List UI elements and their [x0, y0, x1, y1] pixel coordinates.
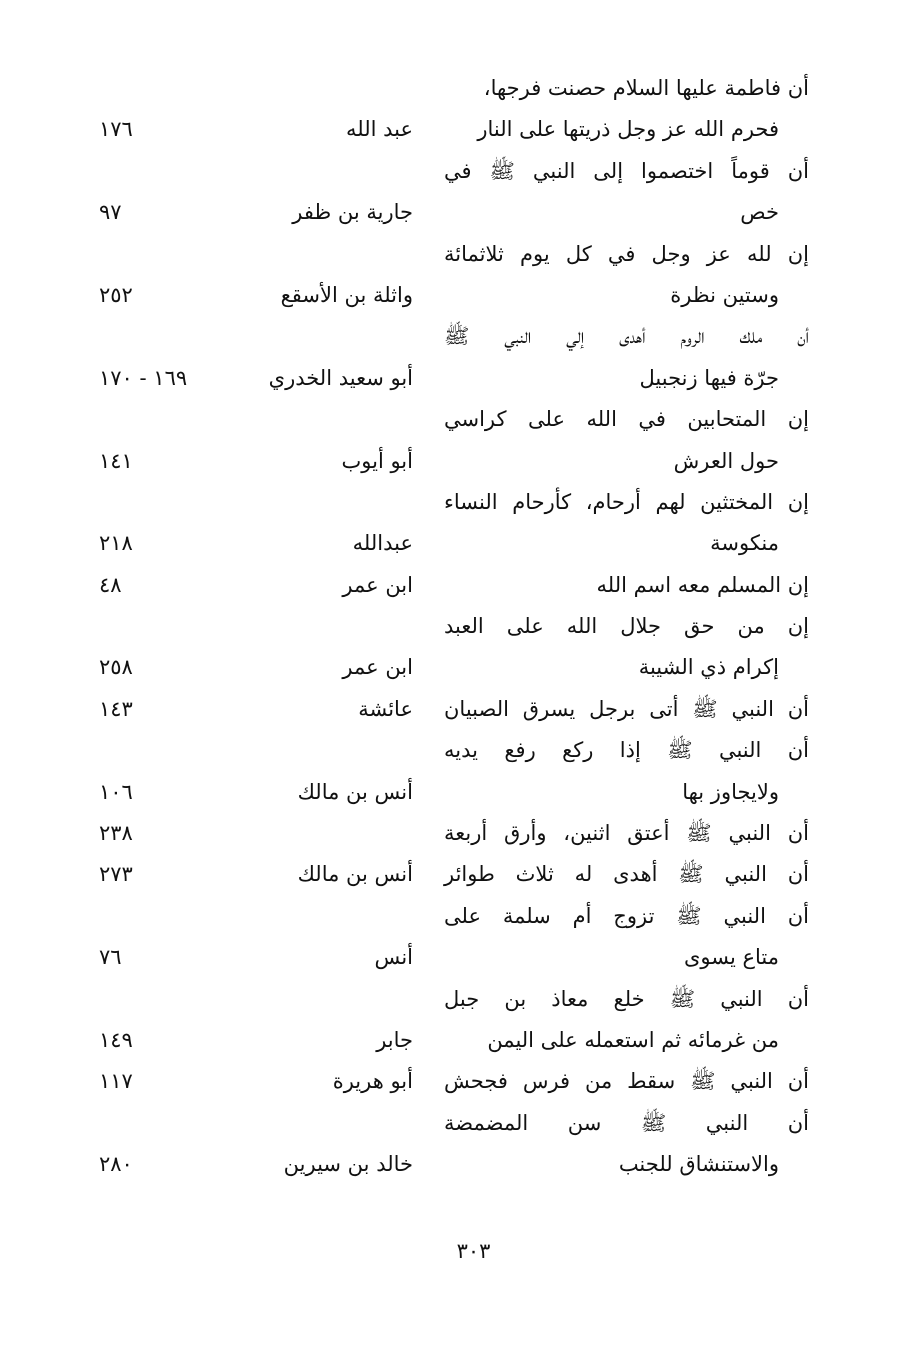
narrator: أبو أيوب	[341, 448, 413, 473]
hadith-text: أن ملك الروم أهدى إلي النبي ﷺ	[444, 324, 809, 349]
index-row	[99, 441, 809, 482]
hadith-text: أن النبي ﷺ أتى برجل يسرق الصبيان	[444, 696, 809, 721]
hadith-text: أن النبي ﷺ أهدى له ثلاث طوائر	[444, 862, 809, 887]
index-row	[99, 854, 809, 895]
page-reference: ٢٥٢	[99, 282, 133, 307]
page-reference: ١٤١	[99, 448, 133, 473]
index-row	[99, 565, 809, 606]
hadith-text: أن فاطمة عليها السلام حصنت فرجها،	[483, 76, 809, 100]
narrator: عبد الله	[345, 117, 413, 142]
index-row	[99, 109, 809, 150]
hadith-text: إن من حق جلال الله على العبد	[444, 614, 809, 639]
page-reference: ١٤٩	[99, 1027, 133, 1052]
index-row	[99, 316, 809, 357]
index-row	[99, 772, 809, 813]
hadith-text-continuation: منكوسة	[710, 531, 779, 556]
hadith-text: أن النبي ﷺ خلع معاذ بن جبل	[444, 986, 809, 1011]
index-row	[99, 979, 809, 1020]
narrator: ابن عمر	[342, 655, 413, 680]
page-reference: ٢٣٨	[99, 821, 133, 846]
narrator: عبدالله	[352, 531, 413, 556]
hadith-text-continuation: والاستنشاق للجنب	[618, 1152, 779, 1177]
hadith-text-continuation: ولايجاوز بها	[682, 779, 779, 804]
index-row	[99, 192, 809, 233]
hadith-text-continuation: خص	[740, 200, 779, 225]
page-reference: ٢١٨	[99, 531, 133, 556]
hadith-text: أن النبي ﷺ أعتق اثنين، وأرق أربعة	[444, 821, 809, 846]
hadith-text-continuation: جرّة فيها زنجبيل	[639, 365, 779, 390]
index-row	[99, 358, 809, 399]
index-row	[99, 1103, 809, 1144]
index-row	[99, 399, 809, 440]
hadith-text: أن النبي ﷺ سن المضمضة	[444, 1110, 809, 1135]
narrator: عائشة	[358, 696, 413, 721]
narrator: واثلة بن الأسقع	[280, 282, 413, 307]
narrator: أبو سعيد الخدري	[268, 365, 413, 390]
index-row	[99, 275, 809, 316]
index-row	[99, 1020, 809, 1061]
index-row	[99, 1061, 809, 1102]
index-row	[99, 937, 809, 978]
narrator: أنس	[374, 945, 413, 970]
narrator: جابر	[376, 1027, 413, 1052]
hadith-text: إن لله عز وجل في كل يوم ثلاثمائة	[444, 241, 809, 266]
page-reference: ٤٨	[99, 572, 122, 597]
narrator: أبو هريرة	[332, 1069, 413, 1094]
page-reference: ٧٦	[99, 945, 122, 970]
index-row	[99, 813, 809, 854]
page-number: ٣٠٣	[456, 1239, 491, 1263]
page-reference: ٩٧	[99, 200, 122, 225]
page-footer	[0, 1236, 917, 1266]
index-row	[99, 151, 809, 192]
hadith-text-continuation: متاع يسوى	[683, 945, 779, 970]
narrator: ابن عمر	[342, 572, 413, 597]
narrator: جارية بن ظفر	[292, 200, 413, 225]
hadith-text: إن المتحابين في الله على كراسي	[444, 407, 809, 432]
page-reference: ١٤٣	[99, 696, 133, 721]
hadith-text-continuation: من غرمائه ثم استعمله على اليمن	[487, 1027, 779, 1052]
index-row	[99, 689, 809, 730]
hadith-text-continuation: حول العرش	[673, 448, 779, 473]
page-reference: ١٧٦	[99, 117, 133, 142]
hadith-text-continuation: فحرم الله عز وجل ذريتها على النار	[477, 117, 779, 142]
index-row	[99, 1144, 809, 1185]
hadith-text: إن المسلم معه اسم الله	[596, 572, 809, 597]
hadith-text: أن النبي ﷺ سقط من فرس فجحش	[444, 1069, 809, 1094]
hadith-text: إن المختثين لهم أرحام، كأرحام النساء	[444, 489, 809, 514]
page-reference: ١٠٦	[99, 779, 133, 804]
index-row	[99, 523, 809, 564]
index-row	[99, 896, 809, 937]
narrator: أنس بن مالك	[297, 862, 413, 887]
index-row	[99, 730, 809, 771]
page-reference: ٢٨٠	[99, 1152, 133, 1177]
hadith-text-continuation: إكرام ذي الشيبة	[638, 655, 779, 680]
narrator: أنس بن مالك	[297, 779, 413, 804]
page-reference: ١١٧	[99, 1069, 133, 1094]
hadith-text-continuation: وستين نظرة	[670, 282, 779, 307]
index-row	[99, 68, 809, 109]
page-reference: ١٦٩ - ١٧٠	[99, 365, 188, 390]
hadith-index-table	[99, 68, 809, 1186]
index-row	[99, 482, 809, 523]
index-row	[99, 234, 809, 275]
index-row	[99, 606, 809, 647]
hadith-text: أن النبي ﷺ تزوج أم سلمة على	[444, 903, 809, 928]
index-row	[99, 647, 809, 688]
narrator: خالد بن سيرين	[283, 1152, 413, 1177]
hadith-text: أن النبي ﷺ إذا ركع رفع يديه	[444, 738, 809, 763]
page-reference: ٢٥٨	[99, 655, 133, 680]
page-reference: ٢٧٣	[99, 862, 133, 887]
hadith-text: أن قوماً اختصموا إلى النبي ﷺ في	[444, 158, 809, 183]
